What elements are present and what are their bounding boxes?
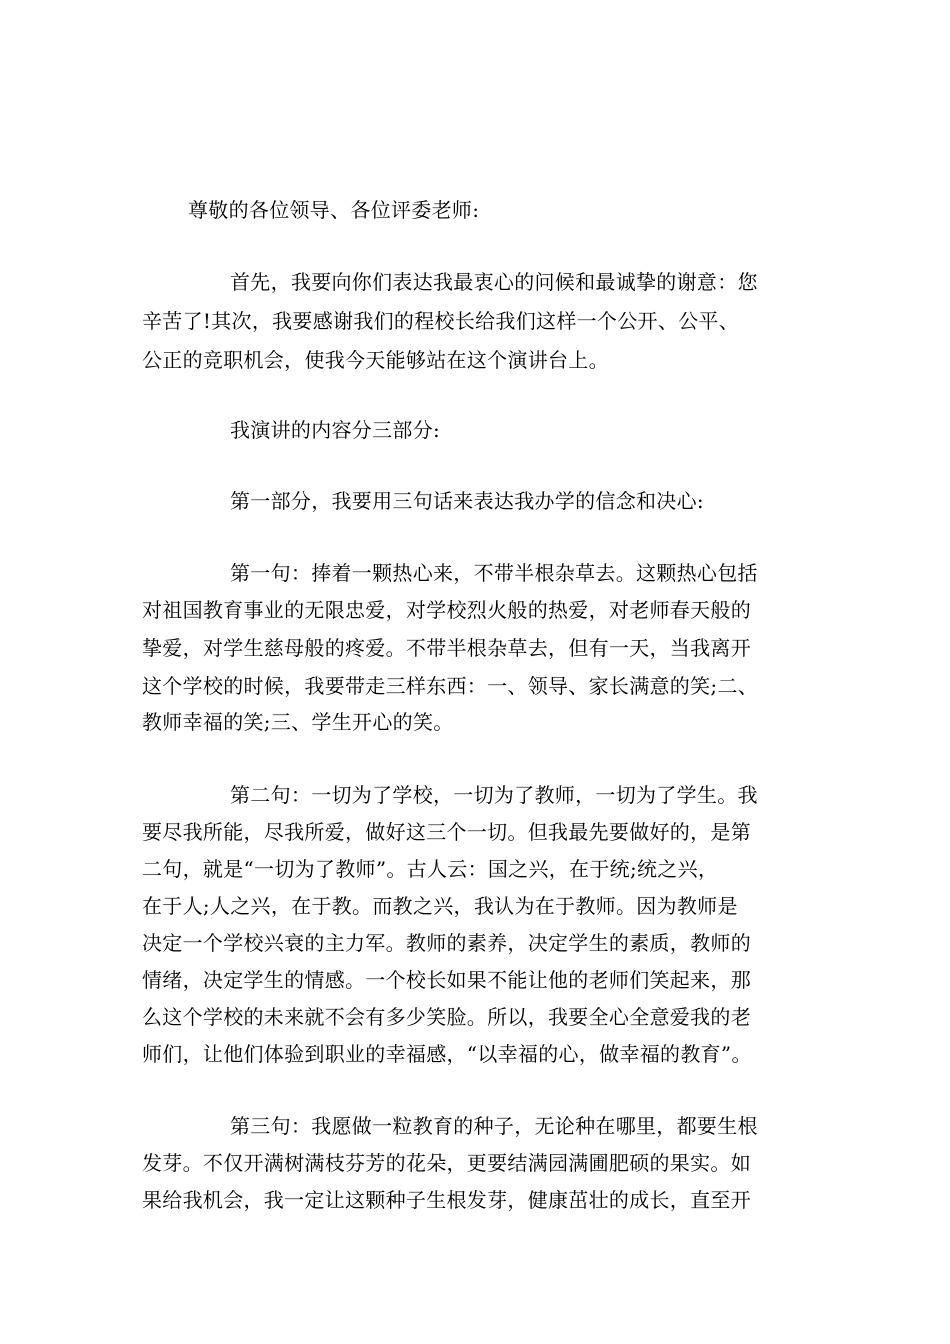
- paragraph-4-line-5: 教师幸福的笑;三、学生开心的笑。: [142, 710, 454, 734]
- paragraph-5-line-4: 在于人;人之兴，在于教。而教之兴，我认为在于教师。因为教师是: [142, 894, 738, 918]
- paragraph-6-line-1: 第三句：我愿做一粒教育的种子，无论种在哪里，都要生根: [230, 1114, 758, 1138]
- paragraph-5-line-5: 决定一个学校兴衰的主力军。教师的素养，决定学生的素质，教师的: [142, 931, 751, 955]
- paragraph-6-line-2: 发芽。不仅开满树满枝芬芳的花朵，更要结满园满圃肥硕的果实。如: [142, 1151, 751, 1175]
- salutation: 尊敬的各位领导、各位评委老师:: [188, 198, 480, 222]
- paragraph-6-line-3: 果给我机会，我一定让这颗种子生根发芽，健康茁壮的成长，直至开: [142, 1188, 751, 1212]
- paragraph-5-line-2: 要尽我所能，尽我所爱，做好这三个一切。但我最先要做好的，是第: [142, 820, 751, 844]
- paragraph-5-line-7: 么这个学校的未来就不会有多少笑脸。所以，我要全心全意爱我的老: [142, 1005, 751, 1029]
- paragraph-5-line-1: 第二句：一切为了学校，一切为了教师，一切为了学生。我: [230, 783, 758, 807]
- paragraph-4-line-4: 这个学校的时候，我要带走三样东西：一、领导、家长满意的笑;二、: [142, 674, 759, 698]
- paragraph-5-line-8: 师们，让他们体验到职业的幸福感，“以幸福的心，做幸福的教育”。: [142, 1042, 752, 1066]
- paragraph-2-line-1: 我演讲的内容分三部分:: [230, 418, 441, 442]
- paragraph-3-line-1: 第一部分，我要用三句话来表达我办学的信念和决心:: [230, 489, 704, 513]
- paragraph-1-line-3: 公正的竞职机会，使我今天能够站在这个演讲台上。: [142, 348, 609, 372]
- paragraph-4-line-1: 第一句：捧着一颗热心来，不带半根杂草去。这颗热心包括: [230, 561, 758, 585]
- paragraph-5-line-6: 情绪，决定学生的情感。一个校长如果不能让他的老师们笑起来，那: [142, 968, 751, 992]
- paragraph-4-line-2: 对祖国教育事业的无限忠爱，对学校烈火般的热爱，对老师春天般的: [142, 598, 751, 622]
- paragraph-4-line-3: 挚爱，对学生慈母般的疼爱。不带半根杂草去，但有一天，当我离开: [142, 636, 751, 660]
- paragraph-1-line-1: 首先，我要向你们表达我最衷心的问候和最诚挚的谢意：您: [230, 270, 758, 294]
- paragraph-5-line-3: 二句，就是“一切为了教师”。古人云：国之兴，在于统;统之兴，: [142, 857, 719, 881]
- paragraph-1-line-2: 辛苦了!其次，我要感谢我们的程校长给我们这样一个公开、公平、: [142, 309, 740, 333]
